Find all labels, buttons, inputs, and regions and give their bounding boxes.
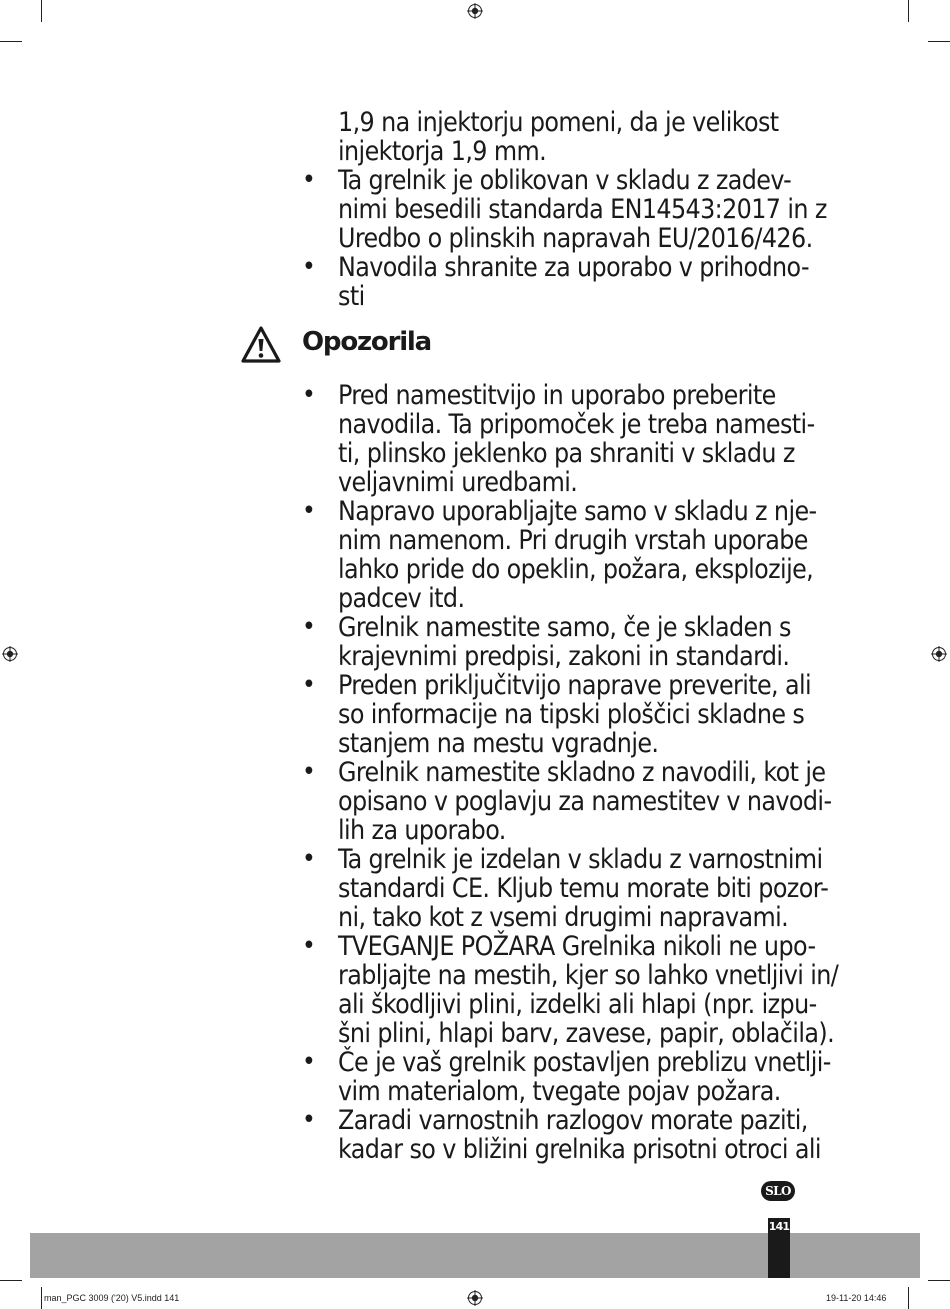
text-line: Pred namestitvijo in uporabo preberite (338, 380, 776, 411)
text-line: rabljajte na mestih, kjer so lahko vnetljivi in/ (338, 960, 839, 991)
list-item (338, 932, 838, 1048)
registration-mark-icon (467, 3, 483, 19)
crop-mark (928, 1280, 950, 1281)
crop-mark (41, 0, 42, 22)
crop-mark (908, 1287, 909, 1309)
text-line: Grelnik namestite skladno z navodili, kot je (338, 757, 826, 788)
text-line: nim namenom. Pri drugih vrstah uporabe (338, 525, 808, 556)
text-line: veljavnimi uredbami. (338, 467, 578, 498)
text-line: ni, tako kot z vsemi drugimi napravami. (338, 902, 789, 933)
text-line: opisano v poglavju za namestitev v navodi- (338, 786, 832, 817)
bullet-icon: • (302, 670, 316, 700)
warning-triangle-icon (240, 325, 282, 365)
slug-datetime: 19-11-20 14:46 (826, 1293, 887, 1303)
text-line: Če je vaš grelnik postavljen preblizu vnetlji- (338, 1047, 831, 1078)
intro-paragraph (338, 108, 838, 166)
text-line: stanjem na mestu vgradnje. (338, 728, 659, 759)
text-line: standardi CE. Kljub temu morate biti pozor- (338, 873, 829, 904)
crop-mark (928, 41, 950, 42)
text-line: Ta grelnik je oblikovan v skladu z zadev- (338, 165, 792, 196)
bullet-icon: • (302, 165, 316, 195)
page-number: 141 (768, 1220, 790, 1233)
text-line: Ta grelnik je izdelan v skladu z varnostnimi (338, 844, 823, 875)
language-badge: SLO (761, 1181, 795, 1201)
text-line: 1,9 na injektorju pomeni, da je velikost (338, 107, 779, 138)
text-line: nimi besedili standarda EN14543:2017 in z (338, 194, 827, 225)
bullet-icon: • (302, 1105, 316, 1135)
text-line: navodila. Ta pripomoček je treba namesti- (338, 409, 815, 440)
text-line: vim materialom, tvegate pojav požara. (338, 1076, 781, 1107)
text-line: kadar so v bližini grelnika prisotni otroci ali (338, 1134, 821, 1165)
bullet-icon: • (302, 1047, 316, 1077)
text-line: Napravo uporabljajte samo v skladu z nje- (338, 496, 817, 527)
list-item (338, 381, 838, 497)
bullet-icon: • (302, 496, 316, 526)
text-line: lih za uporabo. (338, 815, 506, 846)
bullet-icon: • (302, 252, 316, 282)
crop-mark (41, 1287, 42, 1309)
text-line: Grelnik namestite samo, če je skladen s (338, 612, 791, 643)
text-line: Preden priključitvijo naprave preverite, ali (338, 670, 812, 701)
bullet-icon: • (302, 931, 316, 961)
crop-mark (0, 1280, 22, 1281)
registration-mark-icon (931, 646, 947, 662)
bullet-icon: • (302, 844, 316, 874)
bullet-icon: • (302, 380, 316, 410)
text-line: so informacije na tipski ploščici skladne s (338, 699, 805, 730)
text-line: ti, plinsko jeklenko pa shraniti v skladu z (338, 438, 795, 469)
list-item (338, 1106, 838, 1164)
list-item (338, 613, 838, 671)
bullet-icon: • (302, 612, 316, 642)
list-item (338, 253, 838, 311)
section-title: Opozorila (302, 327, 431, 357)
text-line: šni plini, hlapi barv, zavese, papir, oblačila). (338, 1018, 835, 1049)
text-line: Navodila shranite za uporabo v prihodno- (338, 252, 810, 283)
text-line: Zaradi varnostnih razlogov morate paziti, (338, 1105, 808, 1136)
list-item (338, 1048, 838, 1106)
text-line: lahko pride do opeklin, požara, eksplozije, (338, 554, 814, 585)
text-line: injektorja 1,9 mm. (338, 136, 547, 167)
registration-mark-icon (467, 1290, 483, 1306)
text-line: Uredbo o plinskih napravah EU/2016/426. (338, 223, 813, 254)
text-line: krajevnimi predpisi, zakoni in standardi. (338, 641, 790, 672)
list-item (338, 845, 838, 932)
text-line: sti (338, 281, 365, 312)
crop-mark (908, 0, 909, 22)
text-line: ali škodljivi plini, izdelki ali hlapi (npr. izpu- (338, 989, 817, 1020)
text-line: TVEGANJE POŽARA Grelnika nikoli ne upo- (338, 931, 816, 962)
bullet-icon: • (302, 757, 316, 787)
text-line: padcev itd. (338, 583, 465, 614)
crop-mark (0, 41, 22, 42)
list-item (338, 671, 838, 758)
registration-mark-icon (2, 646, 18, 662)
list-item (338, 758, 838, 845)
list-item (338, 166, 838, 253)
slug-filename: man_PGC 3009 ('20) V5.indd 141 (44, 1293, 180, 1303)
list-item (338, 497, 838, 613)
